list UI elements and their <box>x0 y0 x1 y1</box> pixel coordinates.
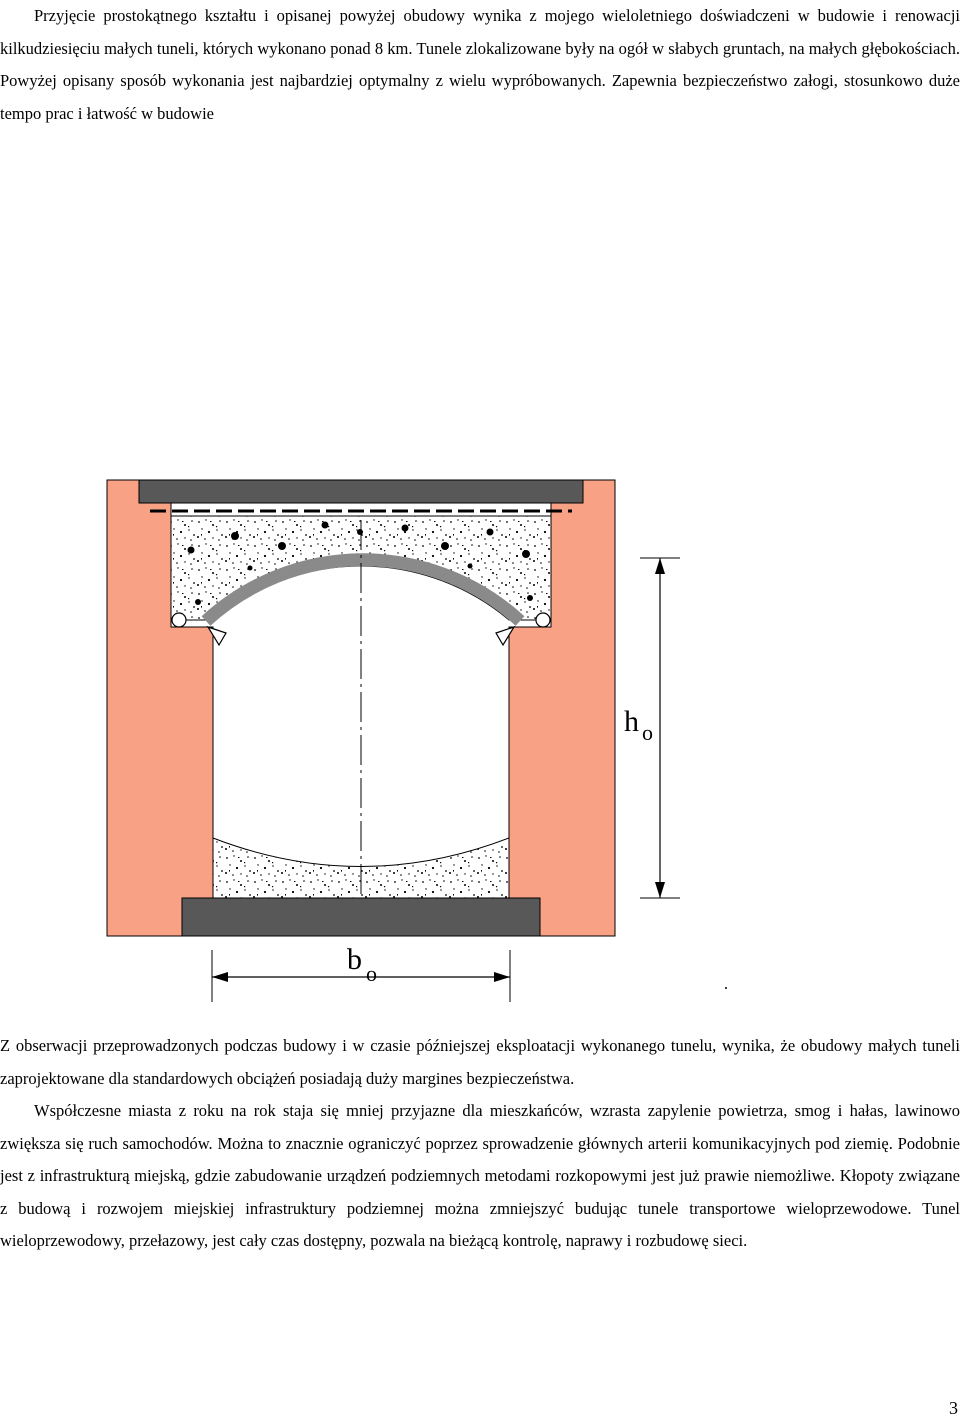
bottom-slab <box>182 898 540 936</box>
paragraph-intro: Przyjęcie prostokątnego kształtu i opisanej powyżej obudowy wynika z mojego wieloletniego doświadczeni w budowie i renowacji kilkudziesięciu małych tuneli, których wykonano ponad 8 km. Tunele zlokalizowane były na ogół w słabych gruntach, na małych głębokościach. Powyżej opisany sposób wykonania jest najbardziej optymalny z wielu wypróbowanych. Zapewnia bezpieczeństwo załogi, stosunkowo duże tempo prac i łatwość w budowie <box>0 6 960 123</box>
page-number: 3 <box>949 1398 958 1418</box>
height-label-subscript: o <box>642 720 653 745</box>
width-label: b <box>347 943 362 976</box>
paragraph-modern-cities: Współczesne miasta z roku na rok staja się mniej przyjazne dla mieszkańców, wzrasta zapylenie powietrza, smog i hałas, lawinowo zwiększa się ruch samochodów. Można to znacznie ograniczyć poprzez sprowadzenie głównych arterii komunikacyjnych pod ziemię. Podobnie jest z infrastrukturą miejską, gdzie zabudowanie urządzeń podziemnych metodami rozkopowymi jest już prawie niemożliwe. Kłopoty związane z budową i rozwojem miejskiej infrastruktury podziemnej można zmniejszyć budując tunele transportowe wieloprzewodowe. Tunel wieloprzewodowy, przełazowy, jest cały czas dostępny, pozwala na bieżącą kontrolę, naprawy i rozbudowę sieci. <box>0 1101 960 1250</box>
tunnel-cross-section-figure <box>0 470 960 1010</box>
height-label: h <box>624 705 639 738</box>
top-slab <box>139 480 583 503</box>
tunnel-cross-section-drawing <box>0 470 960 1010</box>
width-label-subscript: o <box>366 961 377 986</box>
paragraph-observations: Z obserwacji przeprowadzonych podczas budowy i w czasie późniejszej eksploatacji wykonanego tunelu, wynika, że obudowy małych tuneli zaprojektowane dla standardowych obciążeń posiadają duży margines bezpieczeństwa. <box>0 1036 960 1088</box>
